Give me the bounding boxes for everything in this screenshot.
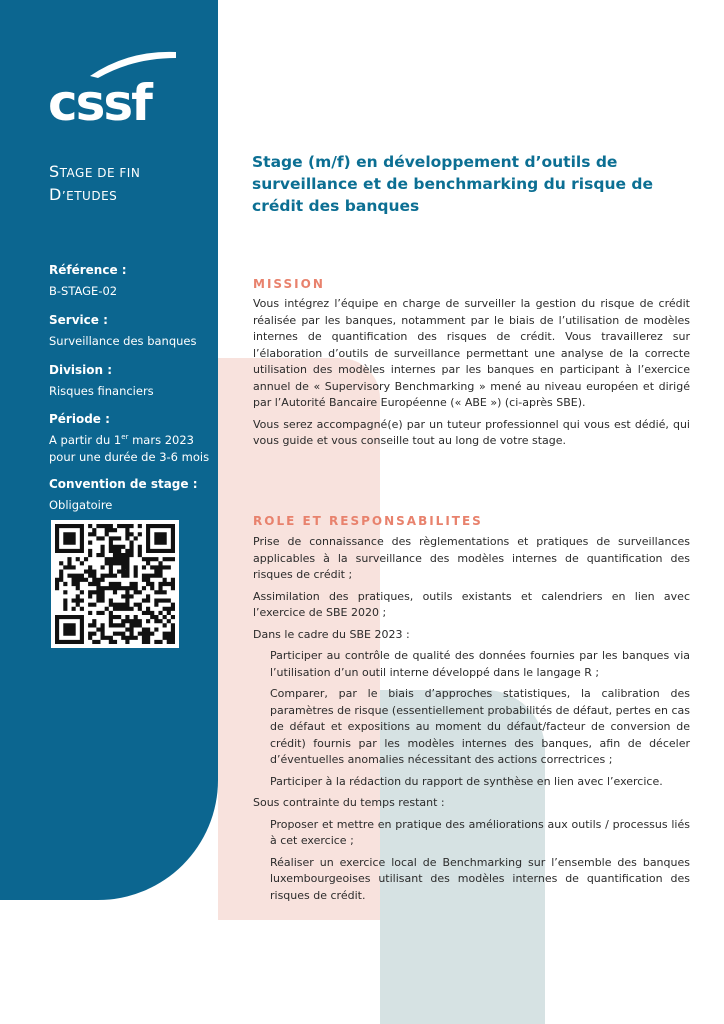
logo-text: cssf xyxy=(48,74,151,132)
mission-text xyxy=(253,296,690,455)
cssf-logo xyxy=(48,48,178,132)
sidebar xyxy=(0,0,218,900)
page-title: Stage (m/f) en développement d’outils de surveillance et de benchmarking du risque de crédit des banques xyxy=(252,153,653,215)
periode-label: Période : xyxy=(49,412,110,426)
role-heading: ROLE ET RESPONSABILITES xyxy=(253,514,483,528)
qr-code-icon[interactable] xyxy=(51,520,179,648)
division-value: Risques financiers xyxy=(49,384,154,398)
list-item: Sous contrainte du temps restant : xyxy=(253,796,445,809)
list-item: Comparer, par le biais d’approches statistiques, la calibration des paramètres de risque (essentiellement probabilités de défaut, pertes en cas de défaut et expositions au moment du défaut/facteur de conversion de crédit) fournis par les modèles internes des banques, afin de déceler d’éventuelles anomalies nécessitant des actions correctrices ; xyxy=(270,687,690,766)
convention-label: Convention de stage : xyxy=(49,477,198,491)
list-item: Prise de connaissance des règlementations et pratiques de surveillances applicables à la surveillance des modèles internes de quantification des risques de crédit ; xyxy=(253,535,690,581)
stage-title: STAGE DE FIN D’ETUDES xyxy=(49,162,141,204)
periode-line2: pour une durée de 3-6 mois xyxy=(49,450,210,464)
list-item: Proposer et mettre en pratique des améliorations aux outils / processus liés à cet exercice ; xyxy=(270,817,690,847)
list-item: Dans le cadre du SBE 2023 : xyxy=(253,627,410,641)
list-item: Réaliser un exercice local de Benchmarking sur l’ensemble des banques luxembourgeoises utilisant des modèles internes de quantification des risques de crédit. xyxy=(270,855,690,902)
convention-block xyxy=(49,476,214,514)
reference-block xyxy=(49,262,214,300)
service-value: Surveillance des banques xyxy=(49,334,197,348)
mission-paragraph-1: Vous intégrez l’équipe en charge de surveiller la gestion du risque de crédit réalisée par les banques, notamment par le biais de l’utilisation de modèles internes de quantification des risques de crédit. Vous travaillerez sur l’élaboration d’outils de surveillance permettant une analyse de la correcte utilisation des modèles internes par les banques en participant à l’exercice annuel de « Supervisory Benchmarking » mené au niveau européen et dirigé par l’Autorité Bancaire Européenne (« ABE ») (ci-après SBE). xyxy=(253,297,690,409)
service-block xyxy=(49,312,214,350)
division-block xyxy=(49,362,214,400)
list-item: Participer au contrôle de qualité des données fournies par les banques via l’utilisation d’un outil interne développé dans le langage R ; xyxy=(270,649,690,679)
reference-label: Référence : xyxy=(49,263,127,277)
role-list xyxy=(253,534,690,909)
convention-value: Obligatoire xyxy=(49,498,113,512)
list-item: Assimilation des pratiques, outils existants et calendriers en lien avec l’exercice de SBE 2020 ; xyxy=(253,589,690,619)
division-label: Division : xyxy=(49,363,113,377)
mission-heading: MISSION xyxy=(253,277,325,291)
mission-paragraph-2: Vous serez accompagné(e) par un tuteur professionnel qui vous est dédié, qui vous guide et vous conseille tout au long de votre stage. xyxy=(253,417,690,447)
reference-value: B-STAGE-02 xyxy=(49,284,118,298)
periode-block xyxy=(49,411,214,466)
list-item: Participer à la rédaction du rapport de synthèse en lien avec l’exercice. xyxy=(270,774,663,788)
periode-line1: A partir du 1er mars 2023 xyxy=(49,433,194,447)
service-label: Service : xyxy=(49,313,108,327)
